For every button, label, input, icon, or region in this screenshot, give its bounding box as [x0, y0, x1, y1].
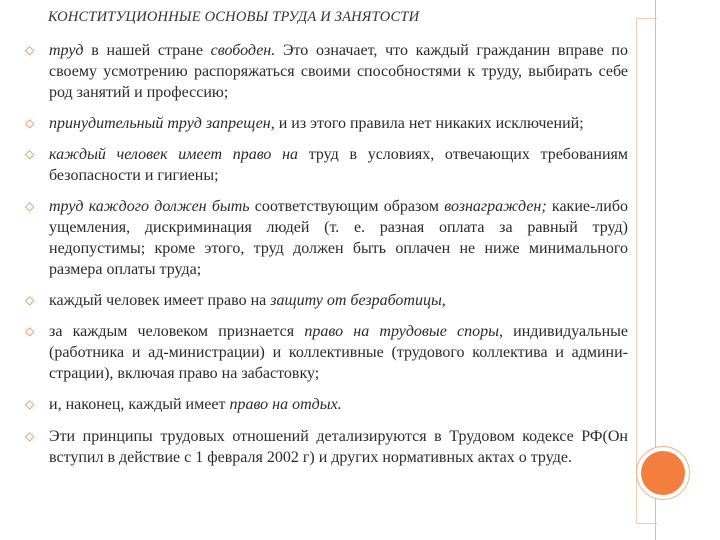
text-run: труд: [49, 42, 84, 59]
text-run: право на трудовые споры,: [304, 323, 503, 340]
list-item: [22, 40, 628, 103]
text-run: за каждым человеком признается: [49, 323, 305, 340]
list-item-text: [49, 323, 628, 382]
text-run: и из этого правила нет никаких исключений;: [274, 115, 584, 132]
list-item: [22, 113, 628, 134]
diamond-bullet-icon: ◇: [25, 147, 35, 161]
list-item-text: [49, 42, 628, 101]
text-run: Это означает, что каждый гражданин вправе по своему усмотрению распоряжаться своими способностями к труду, выбирать себе род занятий и профессию;: [49, 42, 628, 101]
text-run: в нашей стране: [83, 42, 211, 59]
diamond-bullet-icon: ◇: [25, 429, 35, 443]
text-run: труд каждого должен быть: [49, 198, 250, 215]
text-run: вознагражден;: [444, 198, 547, 215]
text-run: каждый человек имеет право на: [49, 146, 299, 163]
list-item-text: [49, 396, 342, 413]
decorative-circle: [641, 451, 685, 495]
text-run: принудительный труд запрещен,: [49, 115, 275, 132]
list-item-text: [49, 115, 584, 132]
list-item: [22, 196, 628, 280]
diamond-bullet-icon: ◇: [25, 293, 35, 307]
list-item: [22, 394, 628, 415]
list-item-text: [49, 428, 628, 466]
diamond-bullet-icon: ◇: [25, 199, 35, 213]
diamond-bullet-icon: ◇: [25, 116, 35, 130]
diamond-bullet-icon: ◇: [25, 397, 35, 411]
text-run: право на отдых.: [229, 396, 342, 413]
list-item: [22, 321, 628, 384]
slide-title: КОНСТИТУЦИОННЫЕ ОСНОВЫ ТРУДА И ЗАНЯТОСТИ: [48, 9, 420, 25]
text-run: соответствующим образом: [249, 198, 445, 215]
text-run: труд в условиях, отвечающих требованиям безопасности и гигиены;: [49, 146, 628, 184]
text-run: и, наконец, каждый имеет: [49, 396, 230, 413]
list-item: [22, 144, 628, 186]
text-run: индивидуальные (работника и ад-министрации) и коллективные (трудового коллектива и админи-страции), включая право на забастовку;: [49, 323, 628, 382]
frame-border: [636, 18, 657, 524]
diamond-bullet-icon: ◇: [25, 324, 35, 338]
list-item-text: [49, 198, 628, 278]
text-run: каждый человек имеет право на: [49, 292, 271, 309]
text-run: свободен.: [210, 42, 276, 59]
list-item-text: [49, 292, 446, 309]
list-item-text: [49, 146, 628, 184]
text-run: Эти принципы трудовых отношений детализируются в Трудовом кодексе РФ(Он вступил в действие с 1 февраля 2002 г) и других нормативных актах о труде.: [49, 428, 628, 466]
list-item: [22, 426, 628, 468]
text-run: защиту от безработицы,: [270, 292, 446, 309]
text-run: какие-либо ущемления, дискриминация людей (т. е. разная оплата за равный труд) недопустимы; кроме этого, труд должен быть оплачен не ниже минимального размера оплаты труда;: [49, 198, 628, 278]
list-item: [22, 290, 628, 311]
bullet-list: [22, 40, 628, 468]
diamond-bullet-icon: ◇: [25, 43, 35, 57]
